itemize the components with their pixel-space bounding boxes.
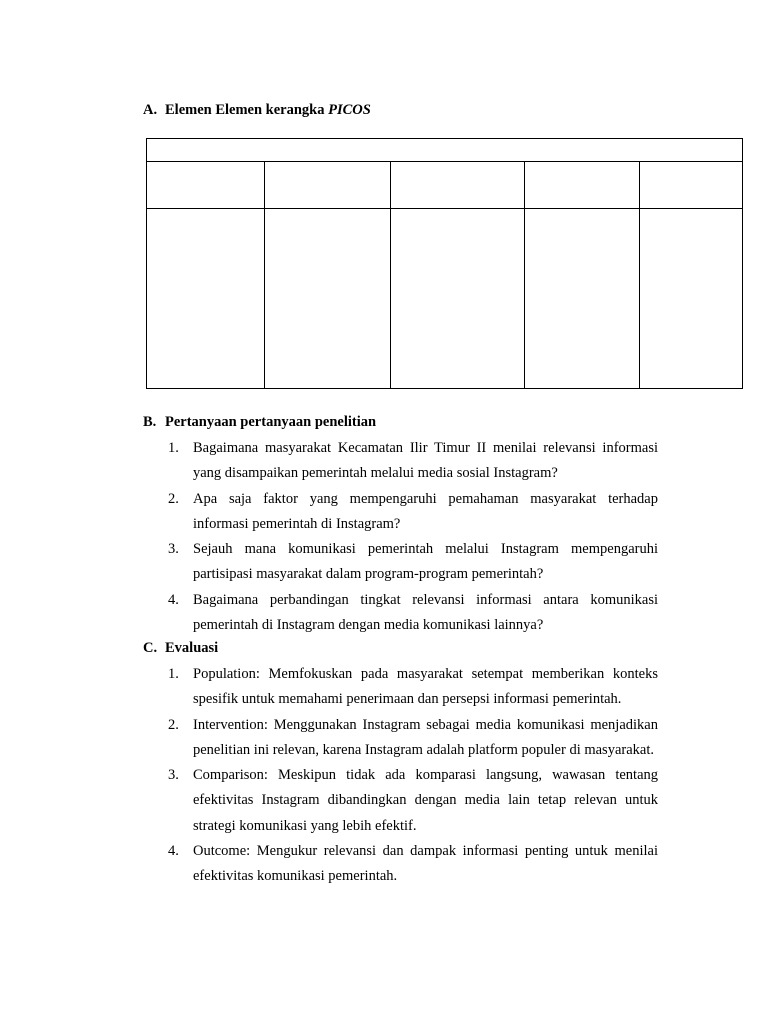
list-item-number: 3. <box>168 541 179 558</box>
picos-header-cell <box>525 162 640 209</box>
list-item <box>163 713 658 764</box>
picos-body-cell <box>640 209 743 389</box>
list-item-text: Bagaimana masyarakat Kecamatan Ilir Timur II menilai relevansi informasi yang disampaikan pemerintah melalui media sosial Instagram? <box>193 440 658 482</box>
list-item-number: 4. <box>168 843 179 860</box>
section-a-heading <box>143 102 371 119</box>
picos-header-cell <box>147 162 265 209</box>
list-item-number: 2. <box>168 490 179 507</box>
section-c-heading <box>143 640 218 657</box>
section-b-title: Pertanyaan pertanyaan penelitian <box>165 414 377 430</box>
list-item-text: Comparison: Meskipun tidak ada komparasi langsung, wawasan tentang efektivitas Instagram dibandingkan dengan media lain tetap relevan untuk strategi komunikasi yang lebih efektif. <box>193 767 658 834</box>
picos-table <box>146 138 743 389</box>
list-item <box>163 588 658 639</box>
section-b-letter: B. <box>143 414 157 430</box>
section-c-letter: C. <box>143 640 158 656</box>
picos-body-cell <box>391 209 525 389</box>
picos-table-header-row <box>147 162 743 209</box>
list-item-text: Apa saja faktor yang mempengaruhi pemahaman masyarakat terhadap informasi pemerintah di Instagram? <box>193 490 658 532</box>
picos-header-cell <box>265 162 391 209</box>
picos-header-cell <box>391 162 525 209</box>
list-item-number: 1. <box>168 440 179 456</box>
evaluation-list <box>163 662 658 890</box>
picos-body-cell <box>525 209 640 389</box>
picos-body-cell <box>147 209 265 389</box>
list-item-text: Population: Memfokuskan pada masyarakat setempat memberikan konteks spesifik untuk memahami penerimaan dan persepsi informasi pemerintah. <box>193 666 658 708</box>
list-item-text: Sejauh mana komunikasi pemerintah melalui Instagram mempengaruhi partisipasi masyarakat dalam program-program pemerintah? <box>193 541 658 583</box>
picos-body-cell <box>265 209 391 389</box>
section-a-title-italic: PICOS <box>328 102 371 118</box>
picos-table-title-cell <box>147 139 743 162</box>
list-item-number: 4. <box>168 591 179 608</box>
section-c-title: Evaluasi <box>165 640 219 656</box>
list-item <box>163 537 658 588</box>
section-a-title: Elemen Elemen kerangka <box>165 102 325 118</box>
list-item-number: 3. <box>168 767 179 784</box>
research-questions-list <box>163 436 658 638</box>
list-item <box>163 763 658 839</box>
list-item-number: 2. <box>168 716 179 733</box>
list-item <box>163 487 658 538</box>
picos-table-body-row <box>147 209 743 389</box>
picos-table-title-row <box>147 139 743 162</box>
list-item <box>163 662 658 713</box>
list-item-number: 1. <box>168 666 179 682</box>
list-item-text: Bagaimana perbandingan tingkat relevansi informasi antara komunikasi pemerintah di Instagram dengan media komunikasi lainnya? <box>193 591 658 634</box>
section-b-heading <box>143 414 376 431</box>
list-item <box>163 839 658 890</box>
list-item <box>163 436 658 487</box>
section-a-letter: A. <box>143 102 158 118</box>
list-item-text: Intervention: Menggunakan Instagram sebagai media komunikasi menjadikan penelitian ini relevan, karena Instagram adalah platform populer di masyarakat. <box>193 716 658 758</box>
picos-header-cell <box>640 162 743 209</box>
list-item-text: Outcome: Mengukur relevansi dan dampak informasi penting untuk menilai efektivitas komunikasi pemerintah. <box>193 843 658 885</box>
